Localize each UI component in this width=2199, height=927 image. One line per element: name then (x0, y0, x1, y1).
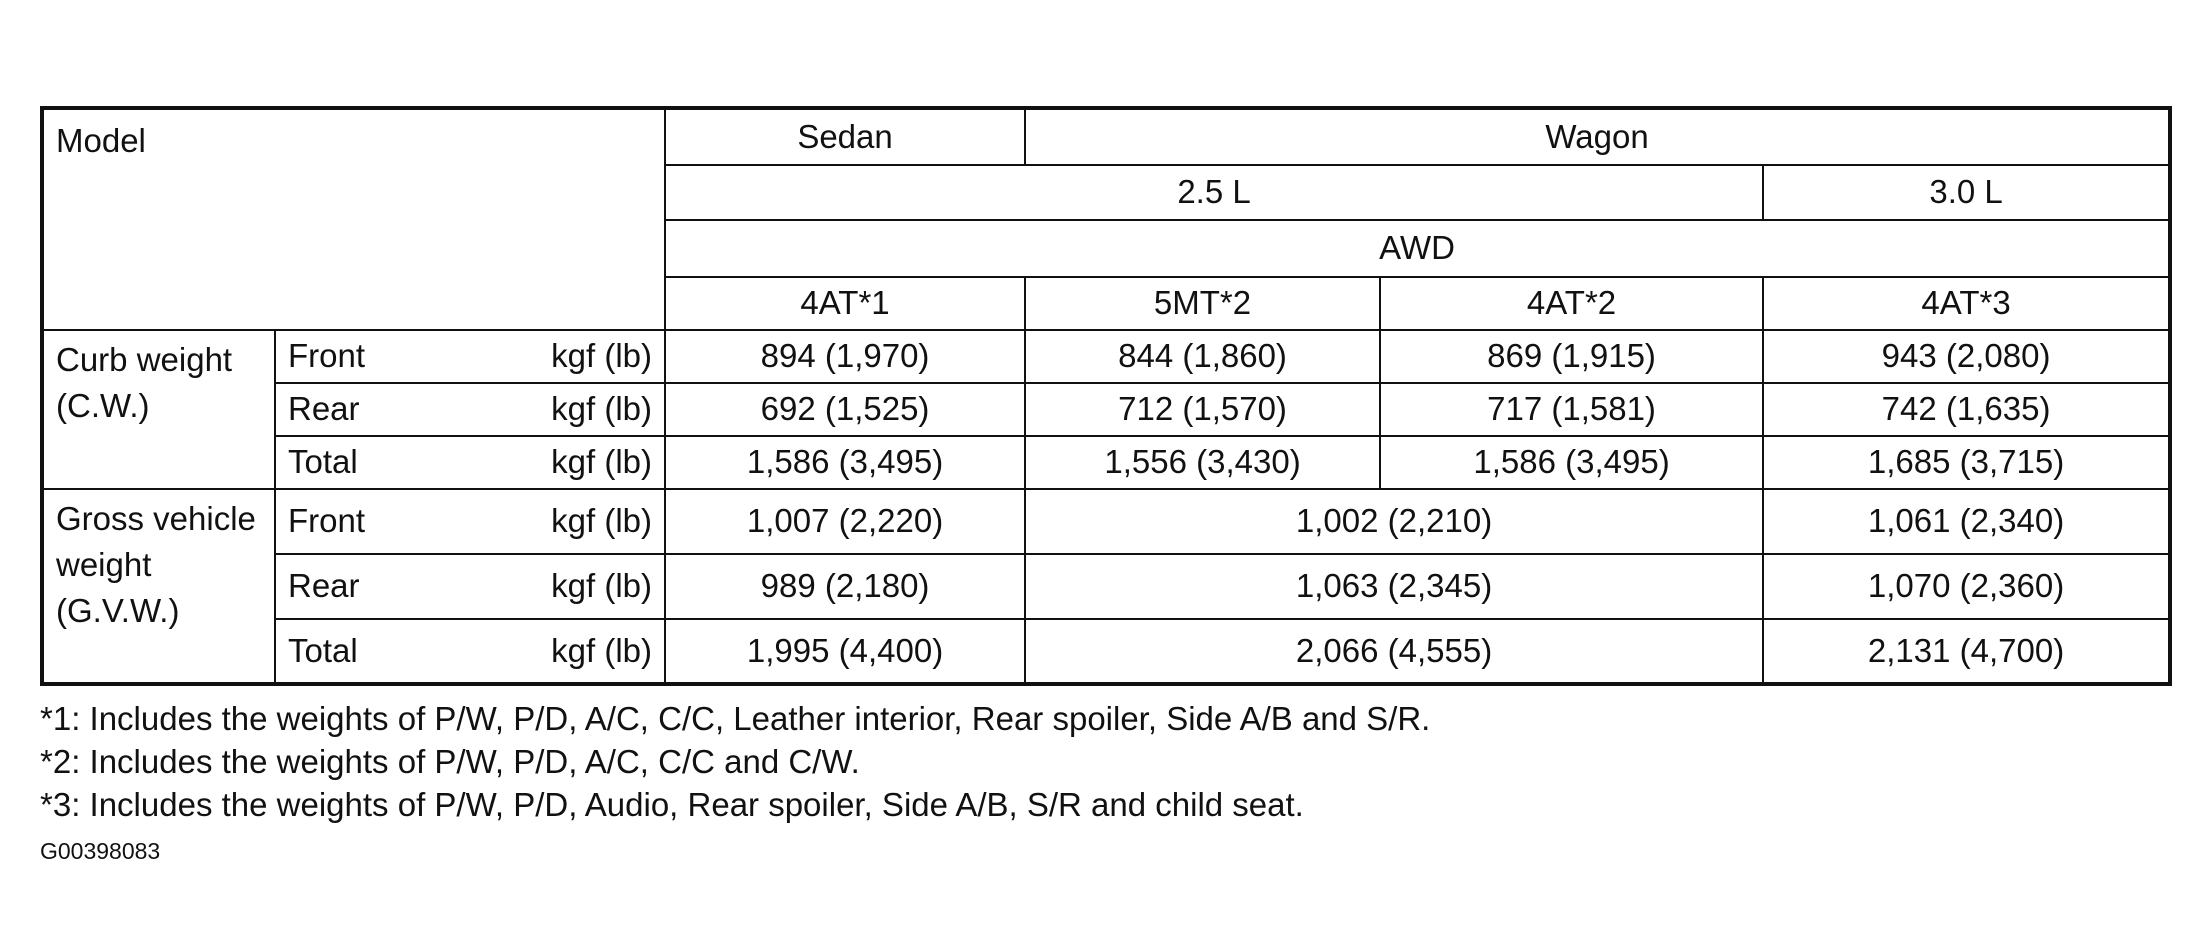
position-label: Total (275, 619, 485, 684)
unit-label: kgf (lb) (485, 330, 665, 383)
document-id: G00398083 (40, 838, 161, 864)
trans-header: 4AT*3 (1763, 277, 2170, 330)
footnotes (40, 697, 1430, 826)
value-cell: 844 (1,860) (1025, 330, 1380, 383)
table-row (42, 330, 2170, 383)
value-cell: 1,063 (2,345) (1025, 554, 1763, 619)
table-row (42, 619, 2170, 684)
value-cell: 2,066 (4,555) (1025, 619, 1763, 684)
value-cell: 1,061 (2,340) (1763, 489, 2170, 554)
trans-header: 4AT*2 (1380, 277, 1763, 330)
position-label: Front (275, 330, 485, 383)
model-header: Model (42, 108, 665, 330)
value-cell: 1,002 (2,210) (1025, 489, 1763, 554)
unit-label: kgf (lb) (485, 619, 665, 684)
curb-weight-label: Curb weight (C.W.) (42, 330, 275, 489)
unit-label: kgf (lb) (485, 383, 665, 436)
engine-2-5-header: 2.5 L (665, 165, 1763, 220)
footnote-3: *3: Includes the weights of P/W, P/D, Audio, Rear spoiler, Side A/B, S/R and child seat. (40, 786, 1304, 823)
position-label: Rear (275, 383, 485, 436)
value-cell: 1,556 (3,430) (1025, 436, 1380, 489)
value-cell: 1,586 (3,495) (665, 436, 1025, 489)
trans-header: 5MT*2 (1025, 277, 1380, 330)
value-cell: 1,995 (4,400) (665, 619, 1025, 684)
table-row (42, 383, 2170, 436)
trans-header: 4AT*1 (665, 277, 1025, 330)
value-cell: 943 (2,080) (1763, 330, 2170, 383)
table-row (42, 489, 2170, 554)
wagon-header: Wagon (1025, 108, 2170, 165)
engine-3-0-header: 3.0 L (1763, 165, 2170, 220)
drive-header: AWD (665, 220, 2170, 277)
unit-label: kgf (lb) (485, 554, 665, 619)
value-cell: 1,685 (3,715) (1763, 436, 2170, 489)
position-label: Rear (275, 554, 485, 619)
value-cell: 869 (1,915) (1380, 330, 1763, 383)
table-row (42, 554, 2170, 619)
value-cell: 989 (2,180) (665, 554, 1025, 619)
value-cell: 1,070 (2,360) (1763, 554, 2170, 619)
value-cell: 1,586 (3,495) (1380, 436, 1763, 489)
position-label: Total (275, 436, 485, 489)
table-row (42, 436, 2170, 489)
sedan-header: Sedan (665, 108, 1025, 165)
value-cell: 692 (1,525) (665, 383, 1025, 436)
gross-vehicle-weight-label: Gross vehicle weight (G.V.W.) (42, 489, 275, 684)
weight-spec-table (40, 106, 2172, 686)
value-cell: 2,131 (4,700) (1763, 619, 2170, 684)
footnote-1: *1: Includes the weights of P/W, P/D, A/C, C/C, Leather interior, Rear spoiler, Side A/B and S/R. (40, 700, 1431, 737)
unit-label: kgf (lb) (485, 489, 665, 554)
value-cell: 894 (1,970) (665, 330, 1025, 383)
footnote-2: *2: Includes the weights of P/W, P/D, A/C, C/C and C/W. (40, 743, 860, 780)
position-label: Front (275, 489, 485, 554)
value-cell: 717 (1,581) (1380, 383, 1763, 436)
value-cell: 1,007 (2,220) (665, 489, 1025, 554)
value-cell: 712 (1,570) (1025, 383, 1380, 436)
unit-label: kgf (lb) (485, 436, 665, 489)
value-cell: 742 (1,635) (1763, 383, 2170, 436)
